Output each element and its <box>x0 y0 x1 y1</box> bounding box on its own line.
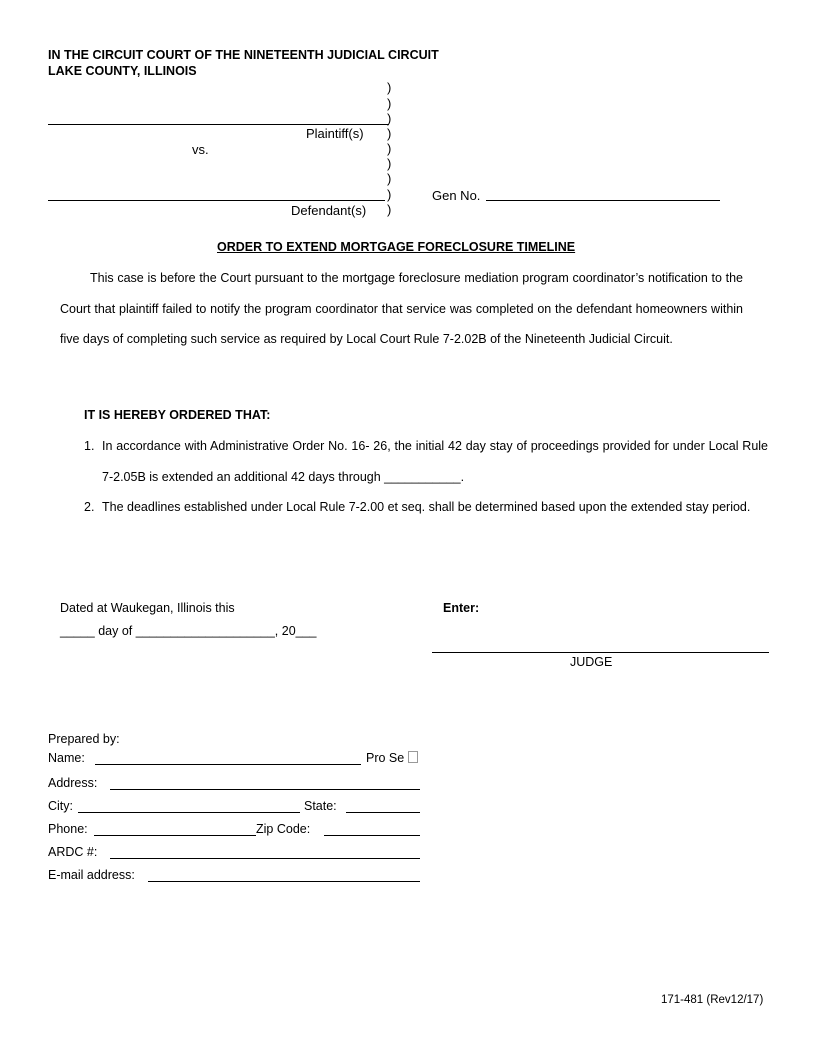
ordered-heading: IT IS HEREBY ORDERED THAT: <box>84 408 271 422</box>
court-name: IN THE CIRCUIT COURT OF THE NINETEENTH JUDICIAL CIRCUIT <box>48 48 439 62</box>
plaintiff-name-line[interactable] <box>48 124 389 125</box>
name-line[interactable] <box>95 764 361 765</box>
email-label: E-mail address: <box>48 868 135 882</box>
order-title: ORDER TO EXTEND MORTGAGE FORECLOSURE TIMELINE <box>217 240 576 254</box>
judge-signature-line[interactable] <box>432 652 769 653</box>
date-fill-line[interactable]: _____ day of ____________________, 20___ <box>60 624 317 638</box>
item-text: The deadlines established under Local Rule 7-2.00 et seq. shall be determined based upon the extended stay period. <box>102 500 751 514</box>
form-number: 171-481 (Rev12/17) <box>661 994 764 1006</box>
gen-no-line[interactable] <box>486 200 720 201</box>
state-label: State: <box>304 799 337 813</box>
zip-line[interactable] <box>324 835 420 836</box>
state-line[interactable] <box>346 812 420 813</box>
name-label: Name: <box>48 751 85 765</box>
ardc-line[interactable] <box>110 858 420 859</box>
item-number: 2. <box>84 500 95 514</box>
gen-no-label: Gen No. <box>432 188 481 203</box>
defendant-name-line[interactable] <box>48 200 385 201</box>
order-item-2 <box>84 492 768 523</box>
intro-paragraph <box>60 263 743 355</box>
email-line[interactable] <box>148 881 420 882</box>
item-number: 1. <box>84 439 95 453</box>
zip-label: Zip Code: <box>256 822 311 836</box>
phone-line[interactable] <box>94 835 256 836</box>
prepared-heading: Prepared by: <box>48 732 120 746</box>
enter-label: Enter: <box>443 601 480 615</box>
county-name: LAKE COUNTY, ILLINOIS <box>48 64 197 78</box>
order-item-1 <box>84 431 768 492</box>
dated-line: Dated at Waukegan, Illinois this <box>60 601 235 615</box>
address-line[interactable] <box>110 789 420 790</box>
city-line[interactable] <box>78 812 300 813</box>
vs-label: vs. <box>192 142 209 157</box>
address-label: Address: <box>48 776 98 790</box>
ardc-label: ARDC #: <box>48 845 98 859</box>
pro-se-label: Pro Se <box>366 751 405 765</box>
defendant-label: Defendant(s) <box>291 203 367 218</box>
pro-se-field[interactable] <box>366 751 418 765</box>
city-label: City: <box>48 799 73 813</box>
item-text: In accordance with Administrative Order No. 16- 26, the initial 42 day stay of proceedings provided for under Local Rule 7-2.05B is extended an additional 42 days through ___________. <box>102 439 768 484</box>
plaintiff-label: Plaintiff(s) <box>306 126 364 141</box>
intro-text: This case is before the Court pursuant to the mortgage foreclosure mediation program coordinator’s notification to the Court that plaintiff failed to notify the program coordinator that service was completed on the defendant homeowners within five days of completing such service as required by Local Court Rule 7-2.02B of the Nineteenth Judicial Circuit. <box>60 271 743 346</box>
judge-label: JUDGE <box>570 655 613 669</box>
phone-label: Phone: <box>48 822 88 836</box>
pro-se-checkbox[interactable] <box>408 751 418 763</box>
